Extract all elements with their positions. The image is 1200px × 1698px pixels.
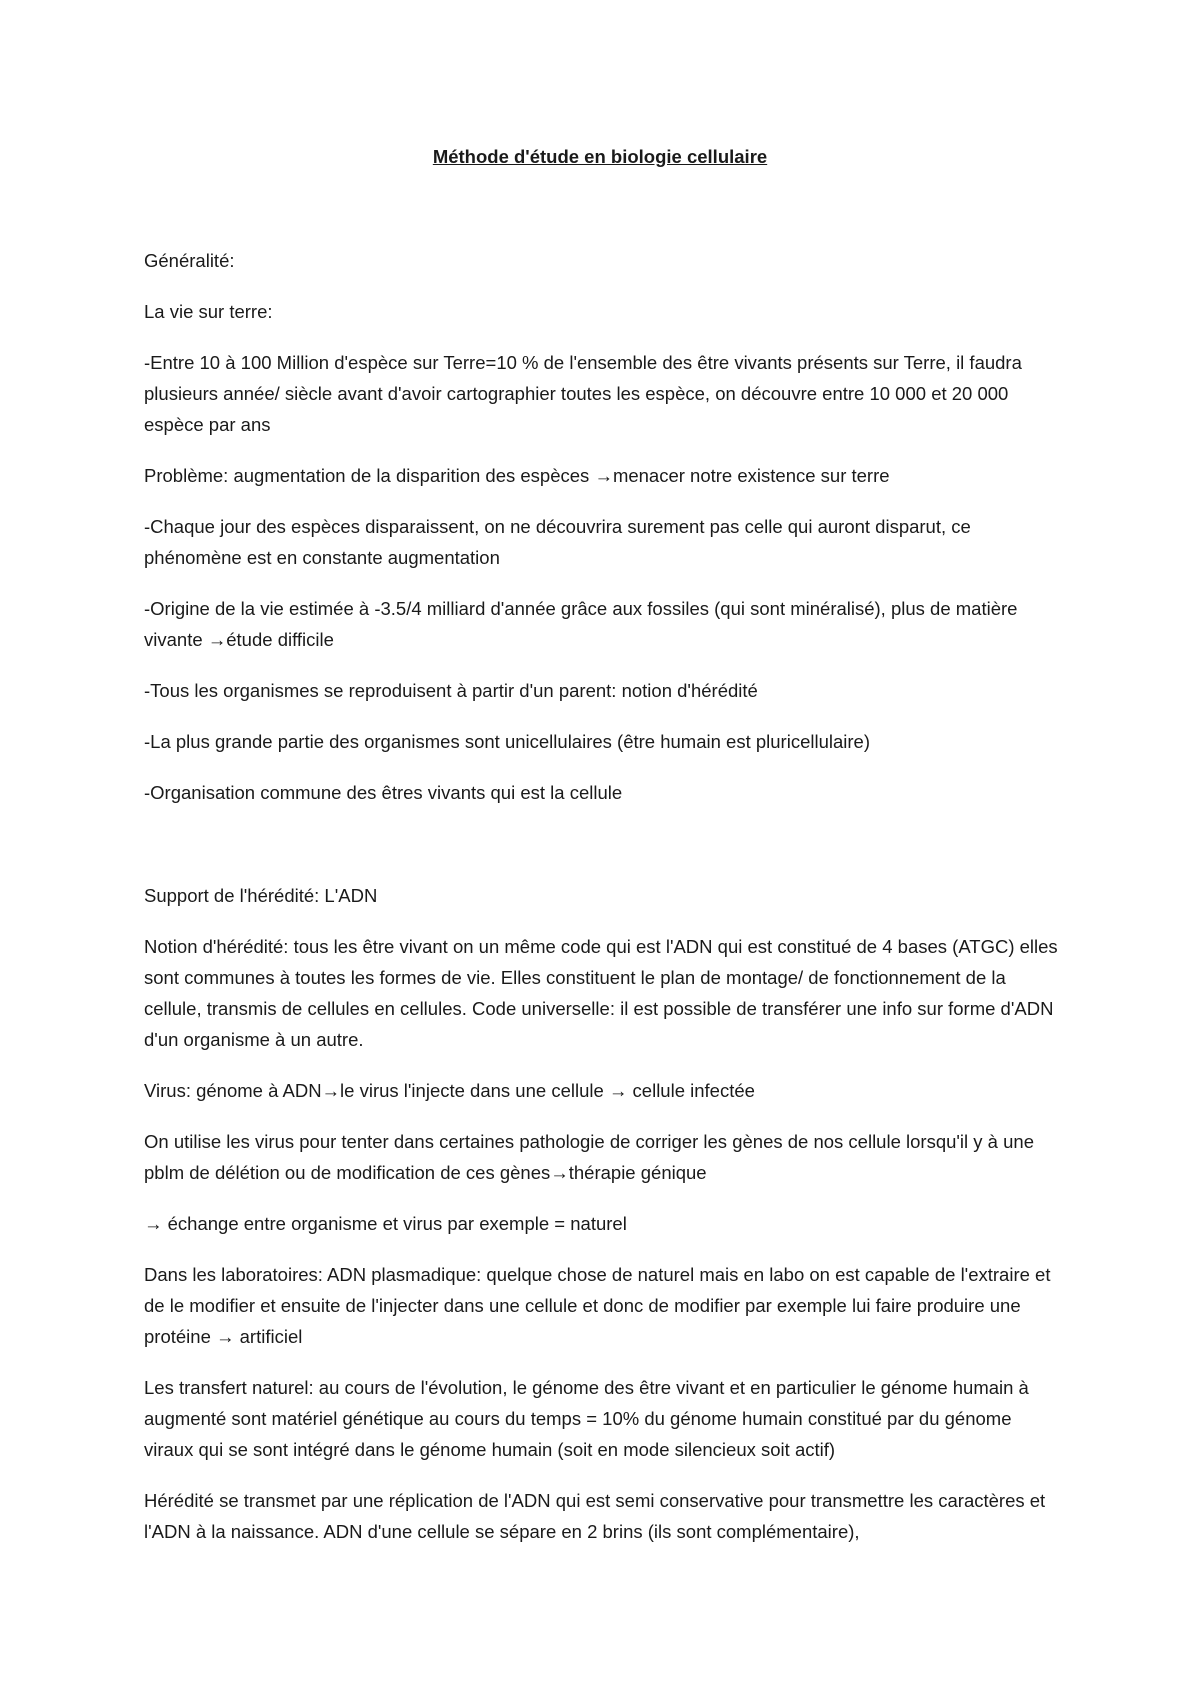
paragraph: Problème: augmentation de la disparition des espèces →menacer notre existence sur terre (144, 465, 890, 486)
heading-vie-sur-terre: La vie sur terre: (144, 301, 273, 322)
paragraph: On utilise les virus pour tenter dans certaines pathologie de corriger les gènes de nos cellule lorsqu'il y à une pblm de délétion ou de modification de ces gènes→thérapie génique (144, 1131, 1034, 1183)
paragraph: -Origine de la vie estimée à -3.5/4 milliard d'année grâce aux fossiles (qui sont minéralisé), plus de matière vivante →étude difficile (144, 598, 1018, 650)
paragraph: Virus: génome à ADN→le virus l'injecte dans une cellule → cellule infectée (144, 1080, 755, 1101)
paragraph: -Organisation commune des êtres vivants qui est la cellule (144, 782, 623, 803)
paragraph: Les transfert naturel: au cours de l'évolution, le génome des être vivant et en particulier le génome humain à augmenté sont matériel génétique au cours du temps = 10% du génome humain constitué par du génome viraux qui se sont intégré dans le génome humain (soit en mode silencieux soit actif) (144, 1377, 1029, 1460)
heading-generalite: Généralité: (144, 250, 235, 271)
paragraph: -La plus grande partie des organismes sont unicellulaires (être humain est pluricellulaire) (144, 731, 870, 752)
paragraph: -Chaque jour des espèces disparaissent, on ne découvrira surement pas celle qui auront disparut, ce phénomène est en constante augmentation (144, 516, 971, 568)
paragraph: -Tous les organismes se reproduisent à partir d'un parent: notion d'hérédité (144, 680, 758, 701)
paragraph: Dans les laboratoires: ADN plasmadique: quelque chose de naturel mais en labo on est capable de l'extraire et de le modifier et ensuite de l'injecter dans une cellule et donc de modifier par exemple lui faire produire une protéine → artificiel (144, 1264, 1051, 1347)
paragraph: → échange entre organisme et virus par exemple = naturel (144, 1213, 627, 1234)
section-spacer (144, 828, 1064, 880)
document-body (144, 245, 1064, 1567)
document-title: Méthode d'étude en biologie cellulaire (432, 146, 768, 167)
paragraph: Notion d'hérédité: tous les être vivant on un même code qui est l'ADN qui est constitué de 4 bases (ATGC) elles sont communes à toutes les formes de vie. Elles constituent le plan de montage/ de fonctionnement de la cellule, transmis de cellules en cellules. Code universelle: il est possible de transférer une info sur forme d'ADN d'un organisme à un autre. (144, 936, 1058, 1050)
paragraph: -Entre 10 à 100 Million d'espèce sur Terre=10 % de l'ensemble des être vivants présents sur Terre, il faudra plusieurs année/ siècle avant d'avoir cartographier toutes les espèce, on découvre entre 10 000 et 20 000 espèce par ans (144, 352, 1022, 435)
paragraph: Hérédité se transmet par une réplication de l'ADN qui est semi conservative pour transmettre les caractères et l'ADN à la naissance. ADN d'une cellule se sépare en 2 brins (ils sont complémentaire), (144, 1490, 1046, 1542)
heading-support-heredite: Support de l'hérédité: L'ADN (144, 885, 378, 906)
